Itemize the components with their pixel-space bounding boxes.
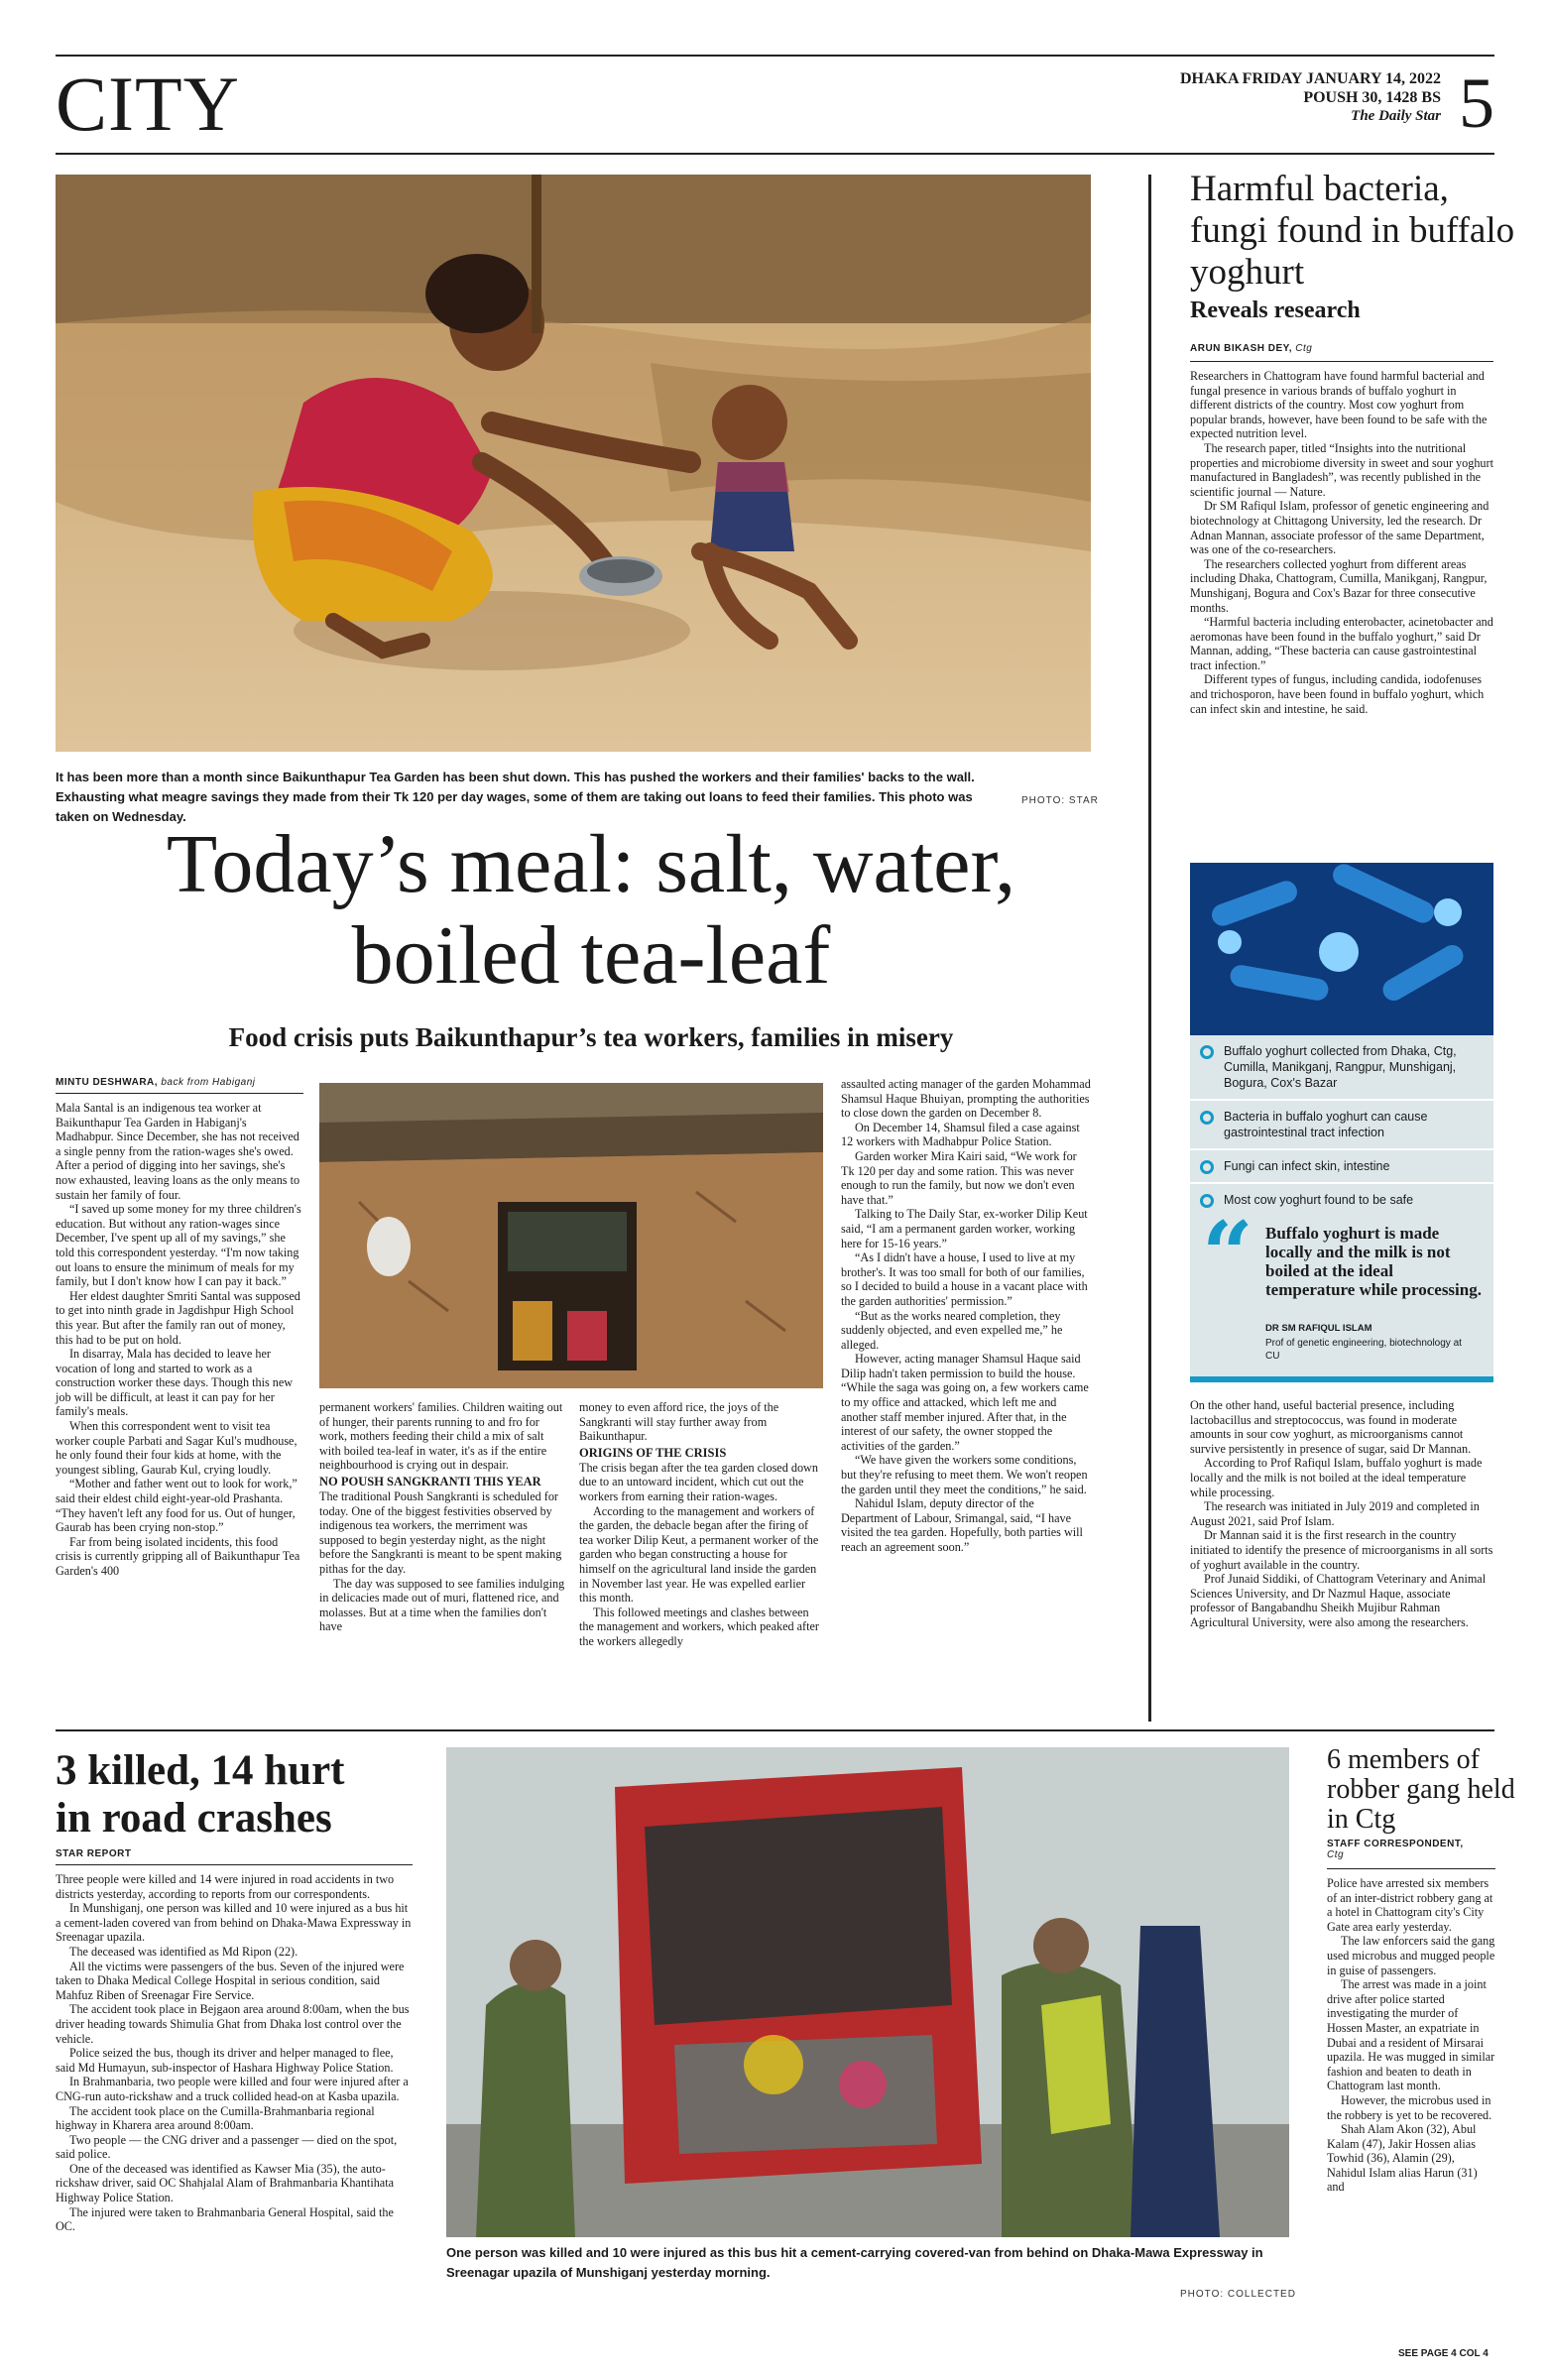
section-title: CITY	[56, 60, 240, 147]
paragraph: Dr SM Rafiqul Islam, professor of genetic engineering and biotechnology at Chittagong University, led the research. Dr Adnan Mannan, associate professor of the same Department, was one of the co-researchers.	[1190, 499, 1490, 557]
paragraph: Her eldest daughter Smriti Santal was supposed to get into ninth grade in Jagdishpur High School this year. But after the family ran out of money, this had to be put on hold.	[56, 1288, 300, 1347]
subhead-origins-of-crisis: ORIGINS OF THE CRISIS	[579, 1445, 727, 1460]
paragraph: “Harmful bacteria including enterobacter, acinetobacter and aeromonas have been found in the buffalo yoghurt,” said Dr Mannan, adding, “These bacteria can cause gastrointestinal tract infection.”	[1190, 615, 1493, 672]
fact-text: Most cow yoghurt found to be safe	[1224, 1193, 1414, 1207]
lead-headline	[56, 819, 1127, 1002]
paragraph: The arrest was made in a joint drive after police started investigating the murder of Hossen Master, an expatriate in Dubai and a resident of Mirsarai upazila. He was mugged in similar fashion and beaten to death in Chattogram last month.	[1327, 1977, 1495, 2093]
tea-worker-mother-child-illustration	[56, 175, 1091, 752]
sidebar-byline-rule	[1190, 361, 1493, 362]
paragraph: Prof Junaid Siddiki, of Chattogram Veterinary and Animal Sciences University, and Dr Nazmul Haque, associate professor of Bangabandhu Sheikh Mujibur Rahman Agricultural University, were also among the researchers.	[1190, 1572, 1487, 1629]
gang-byline	[1327, 1839, 1495, 1860]
paragraph: “We have given the workers some conditions, but they're refusing to meet them. We won't reopen the garden until they meet the conditions,” he said.	[841, 1453, 1088, 1496]
paragraph: Police have arrested six members of an inter-district robbery gang at a hotel in Chattogram city's City Gate area early yesterday.	[1327, 1876, 1493, 1934]
paragraph: Shah Alam Akon (32), Abul Kalam (47), Jakir Hossen alias Towhid (36), Alamin (29), Nahidul Islam alias Harun (31) and	[1327, 2122, 1478, 2195]
paragraph: “I saved up some money for my three children's education. But without any ration-wages since December, I've spent up all of my savings,” she told this correspondent yesterday. “I'm now taking out loans to ensure the minimum of meals for my family, but I don't know how I can pay it back.”	[56, 1202, 301, 1289]
pull-quote-title: Prof of genetic engineering, biotechnology at CU	[1265, 1338, 1462, 1362]
paragraph: Garden worker Mira Kairi said, “We work for Tk 120 per day and some ration. This was never enough to run the family, but now we don't even have that.”	[841, 1148, 1077, 1207]
paragraph: In Brahmanbaria, two people were killed and four were injured after a CNG-run auto-rickshaw and a truck collided head-on at Kasba upazila.	[56, 2075, 409, 2103]
bacteria-image	[1190, 863, 1493, 1035]
paragraph: Three people were killed and 14 were injured in road accidents in two districts yesterday, according to reports from our correspondents.	[56, 1872, 395, 1901]
paragraph: “As I didn't have a house, I used to live at my brother's. It was too small for both of our families, so I decided to build a house in a vacant place with the garden authorities' permission.”	[841, 1250, 1088, 1308]
sidebar-byline-name: ARUN BIKASH DEY,	[1190, 343, 1293, 354]
paragraph: Two people — the CNG driver and a passenger — died on the spot, said police.	[56, 2132, 398, 2162]
subhead-no-poush-sangkranti: NO POUSH SANGKRANTI THIS YEAR	[319, 1474, 541, 1488]
bullet-icon	[1200, 1160, 1214, 1174]
pull-quote-name: DR SM RAFIQUL ISLAM	[1265, 1323, 1372, 1334]
crash-caption-text: One person was killed and 10 were injured as this bus hit a cement-carrying covered-van from behind on Dhaka-Mawa Expressway in Sreenagar upazila of Munshiganj yesterday morning.	[446, 2245, 1263, 2280]
paragraph: All the victims were passengers of the bus. Seven of the injured were taken to Dhaka Medical College Hospital in serious condition, said Mahfuz Riben of Sreenagar Fire Service.	[56, 1959, 405, 2002]
paragraph: assaulted acting manager of the garden Mohammad Shamsul Haque Bhuiyan, prompting the authorities to close down the garden on December 8.	[841, 1077, 1091, 1121]
bangla-date: POUSH 30, 1428 BS	[1303, 89, 1441, 106]
paragraph: The injured were taken to Brahmanbaria General Hospital, said the OC.	[56, 2204, 394, 2234]
sidebar-body-top	[1190, 369, 1493, 716]
paragraph: On December 14, Shamsul filed a case against 12 workers with Madhabpur Police Station.	[841, 1120, 1080, 1149]
paragraph: However, acting manager Shamsul Haque said Dilip hadn't taken permission to build the house. “While the saga was going on, a few workers came to my office and attacked, which left me and another staff member injured. After that, in the interest of our safety, the owner stopped the activities of the garden.”	[841, 1352, 1089, 1453]
lead-column-4	[841, 1077, 1091, 1555]
fact-text: Buffalo yoghurt collected from Dhaka, Ctg, Cumilla, Manikganj, Rangpur, Munshiganj, Bogura, Cox's Bazar	[1224, 1044, 1457, 1090]
dateline	[1180, 69, 1441, 126]
paragraph: The researchers collected yoghurt from different areas including Dhaka, Chattogram, Cumilla, Manikganj, Rangpur, Munshiganj, Bogura and Cox's Bazar for three consecutive months.	[1190, 556, 1488, 615]
bullet-icon	[1200, 1045, 1214, 1059]
paragraph: Far from being isolated incidents, this food crisis is currently gripping all of Baikunthapur Tea Garden's 400	[56, 1534, 300, 1578]
pull-quote-text: Buffalo yoghurt is made locally and the milk is not boiled at the ideal temperature while processing.	[1265, 1224, 1482, 1299]
paragraph: “But as the works neared completion, they suddenly objected, and even expelled me,” he alleged.	[841, 1308, 1063, 1352]
paragraph: money to even afford rice, the joys of the Sangkranti will stay further away from Baikunthapur.	[579, 1400, 779, 1444]
crash-body	[56, 1872, 413, 2234]
paragraph: The law enforcers said the gang used microbus and mugged people in guise of passengers.	[1327, 1934, 1495, 1977]
byline-rule	[56, 1093, 303, 1094]
paragraph: The research paper, titled “Insights into the nutritional properties and microbiome diversity in sweet and sour yoghurt manufactured in Bangladesh”, was recently published in the scientific journal — Nature.	[1190, 440, 1493, 499]
top-rule	[56, 55, 1494, 57]
lead-byline-name: MINTU DESHWARA,	[56, 1077, 159, 1088]
crash-byline-rule	[56, 1864, 413, 1865]
lead-column-1	[56, 1101, 303, 1579]
lead-caption-text: It has been more than a month since Baikunthapur Tea Garden has been shut down. This has pushed the workers and their families' backs to the wall. Exhausting what meagre savings they made from their Tk 120 per day wages, some of them are taking out loans to feed their families. This photo was taken on Wednesday.	[56, 770, 975, 824]
lead-headline-line2: boiled tea-leaf	[351, 909, 831, 1002]
paragraph: permanent workers' families. Children waiting out of hunger, their parents running to and fro for work, mothers feeding their child a mix of salt with boiled tea-leaf in water, it's as if the entire neighbourhood is crying out in despair.	[319, 1400, 563, 1473]
crash-headline-line2: in road crashes	[56, 1795, 332, 1842]
lead-photo-credit: PHOTO: STAR	[1021, 795, 1099, 806]
sidebar-headline: Harmful bacteria, fungi found in buffalo yoghurt	[1190, 169, 1515, 293]
paragraph: The accident took place on the Cumilla-Brahmanbaria regional highway in Kharera area around 8:00am.	[56, 2103, 375, 2133]
sidebar-byline	[1190, 343, 1312, 354]
gang-byline-name: STAFF CORRESPONDENT,	[1327, 1839, 1464, 1849]
paragraph: The research was initiated in July 2019 and completed in August 2021, said Prof Islam.	[1190, 1499, 1480, 1528]
fact-item	[1190, 1035, 1493, 1101]
bottom-section-rule	[56, 1729, 1494, 1731]
paragraph: According to Prof Rafiqul Islam, buffalo yoghurt is made locally and the milk is not boiled at the ideal temperature while processing.	[1190, 1456, 1483, 1499]
crash-photo-credit: PHOTO: COLLECTED	[1180, 2289, 1296, 2300]
paragraph: Mala Santal is an indigenous tea worker at Baikunthapur Tea Garden in Habiganj's Madhabpur. Since December, she has not received a single penny from the ration-wages she's owed. After a period of digging into her savings, she's now exhausted, leaving loans as the only means to sustain her family of four.	[56, 1101, 300, 1202]
crashed-bus-illustration	[446, 1747, 1289, 2237]
mudhouse-illustration	[319, 1083, 823, 1388]
lead-byline	[56, 1077, 303, 1088]
gang-byline-place: Ctg	[1327, 1849, 1345, 1860]
paragraph: The deceased was identified as Md Ripon (22).	[69, 1944, 298, 1959]
lead-column-2	[319, 1400, 565, 1634]
paragraph: Police seized the bus, though its driver and helper managed to flee, said Md Humayun, sub-inspector of Hashara Highway Police Station.	[56, 2046, 394, 2075]
paragraph: In Munshiganj, one person was killed and 10 were injured as a bus hit a cement-laden covered van from behind on Dhaka-Mawa Expressway in Sreenagar upazila.	[56, 1901, 412, 1945]
lead-headline-line1: Today’s meal: salt, water,	[166, 818, 1016, 910]
sidebar-byline-place: Ctg	[1295, 343, 1313, 354]
gang-headline: 6 members of robber gang held in Ctg	[1327, 1744, 1515, 1835]
lead-photo	[56, 175, 1091, 752]
paragraph: One of the deceased was identified as Kawser Mia (35), the auto-rickshaw driver, said OC Shahjalal Alam of Brahmanbaria Khantihata Highway Police Station.	[56, 2161, 394, 2205]
crash-photo-caption	[446, 2243, 1289, 2283]
lead-column-3	[579, 1400, 823, 1649]
page-number: 5	[1459, 63, 1494, 143]
lead-byline-place: back from Habiganj	[161, 1077, 256, 1088]
paragraph: According to the management and workers of the garden, the debacle began after the firing of tea worker Dilip Keut, a permanent worker of the garden who began constructing a house for himself on the agricultural land inside the garden in November last year. He was expelled earlier this month.	[579, 1503, 819, 1606]
paragraph: On the other hand, useful bacterial presence, including lactobacillus and streptococcus, was found in moderate amounts in sour cow yoghurt, as microorganisms cannot survive persistently in presence of sugar, said Dr Mannan.	[1190, 1398, 1472, 1456]
fact-box	[1190, 1035, 1493, 1218]
crash-headline	[56, 1747, 413, 1843]
crash-byline: STAR REPORT	[56, 1848, 132, 1859]
paragraph: This followed meetings and clashes between the management and workers, which peaked after the workers allegedly	[579, 1605, 819, 1648]
fact-item	[1190, 1150, 1493, 1184]
sidebar-body-bottom	[1190, 1398, 1493, 1630]
mudhouse-photo	[319, 1083, 823, 1388]
fact-text: Fungi can infect skin, intestine	[1224, 1159, 1390, 1173]
paragraph: “Mother and father went out to look for work,” said their eldest child eight-year-old Prashanta. “They haven't left any food for us. Out of hunger, Gaurab has been crying non-stop.”	[56, 1477, 298, 1535]
sidebar-deck: Reveals research	[1190, 298, 1361, 323]
paragraph: When this correspondent went to visit tea worker couple Parbati and Sagar Kul's mudhouse, he only found their four kids at home, with the youngest sibling, Gaurab Kul, crying loudly.	[56, 1419, 298, 1477]
paragraph: Dr Mannan said it is the first research in the country initiated to identify the presence of microorganisms in all sorts of yoghurt available in the country.	[1190, 1528, 1493, 1572]
fact-item	[1190, 1101, 1493, 1150]
crash-headline-line1: 3 killed, 14 hurt	[56, 1747, 345, 1794]
paragraph: Different types of fungus, including candida, iodofenuses and trichosporon, have been found in buffalo yoghurt, which can infect skin and intestine, he said.	[1190, 672, 1485, 716]
paragraph: The traditional Poush Sangkranti is scheduled for today. One of the biggest festivities observed by indigenous tea workers, the merriment was supposed to begin yesterday night, as the night before the Sangkranti is meant to be spent making pithas for the day.	[319, 1488, 562, 1576]
gang-byline-rule	[1327, 1868, 1495, 1869]
quote-accent-bar	[1190, 1376, 1493, 1382]
paragraph: In disarray, Mala has decided to leave her vocation of long and started to work as a construction worker these days. Though this new job will be difficult, at least it can pay for her family's meals.	[56, 1347, 294, 1419]
gang-body	[1327, 1876, 1495, 2195]
header-rule	[56, 153, 1494, 155]
paragraph: The accident took place in Bejgaon area around 8:00am, when the bus driver heading towards Shimulia Ghat from Dhaka lost control over the vehicle.	[56, 2002, 410, 2046]
sidebar-divider	[1148, 175, 1151, 1722]
paragraph: However, the microbus used in the robbery is yet to be recovered.	[1327, 2092, 1492, 2122]
bullet-icon	[1200, 1111, 1214, 1125]
paragraph: The day was supposed to see families indulging in delicacies made out of muri, flattened rice, and molasses. But at a time when the families don't have	[319, 1576, 565, 1634]
crash-photo	[446, 1747, 1289, 2237]
bacteria-illustration	[1190, 863, 1493, 1035]
lead-deck: Food crisis puts Baikunthapur’s tea workers, families in misery	[228, 1022, 954, 1052]
quote-mark-icon: “	[1202, 1202, 1253, 1307]
fact-text: Bacteria in buffalo yoghurt can cause gastrointestinal tract infection	[1224, 1110, 1428, 1139]
date-line: DHAKA FRIDAY JANUARY 14, 2022	[1180, 70, 1441, 87]
paper-name: The Daily Star	[1351, 108, 1441, 124]
paragraph: Researchers in Chattogram have found harmful bacterial and fungal presence in various brands of buffalo yoghurt in different districts of the country. Most cow yoghurt from popular brands, however, have been found to be safe with the expected nutrition level.	[1190, 369, 1488, 441]
paragraph: Nahidul Islam, deputy director of the Department of Labour, Srimangal, said, “I have visited the tea garden. Hopefully, both parties will reach an agreement soon.”	[841, 1496, 1083, 1554]
paragraph: Talking to The Daily Star, ex-worker Dilip Keut said, “I am a permanent garden worker, working here for 15-16 years.”	[841, 1207, 1088, 1250]
jump-line[interactable]: SEE PAGE 4 COL 4	[1398, 2348, 1489, 2359]
paragraph: The crisis began after the tea garden closed down due to an untoward incident, which cut out the workers from earning their ration-wages.	[579, 1460, 818, 1503]
pull-quote	[1190, 1202, 1493, 1376]
